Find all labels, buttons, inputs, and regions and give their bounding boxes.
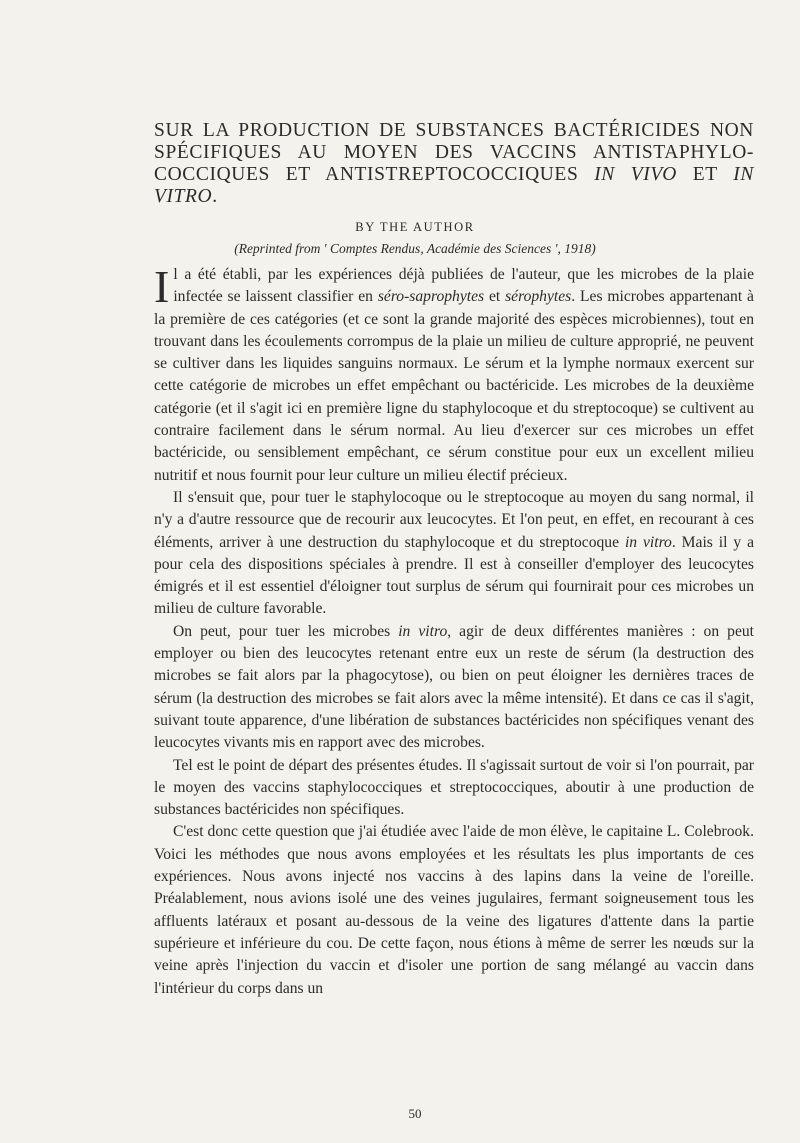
page-number: 50: [408, 1106, 422, 1121]
article-body: [154, 261, 754, 1000]
author-byline: BY THE AUTHOR: [355, 220, 475, 234]
title-italic-in-vitro: IN VITRO: [154, 164, 754, 207]
drop-cap: I: [154, 261, 170, 312]
paragraph-1-text-b: et: [484, 288, 506, 306]
title-line-3: COCCIQUES ET ANTISTREPTOCOCCIQUES: [154, 164, 595, 185]
title-period: .: [212, 186, 218, 207]
title-line-1: SUR LA PRODUCTION DE SUBSTANCES BACTÉRICIDES NON: [154, 120, 754, 141]
paragraph-3: [154, 621, 754, 755]
reprint-source: (Reprinted from ' Comptes Rendus, Académie des Sciences ', 1918): [234, 241, 596, 256]
paragraph-2-text-a: Il s'ensuit que, pour tuer le staphylocoque ou le streptocoque au moyen du sang normal, il n'y a d'autre ressource que de recourir aux leucocytes. Et l'on peut, en effet, en recourant à ces éléments, arriver à une destruction du staphylocoque et du streptocoque: [154, 488, 754, 551]
term-sero-saprophytes: séro-saprophytes: [377, 288, 485, 306]
paragraph-1-text-c: . Les microbes appartenant à la première de ces catégories (et ce sont la grande majorité des espèces microbiennes), tout en trouvant dans les écoulements corrompus de la plaie un milieu de culture approprié, ne peuvent se cultiver dans les liquides sanguins normaux. Le sérum et la lymphe normaux exercent sur cette catégorie de microbes un effet empêchant ou bactéricide. Les microbes de la deuxième catégorie (et il s'agit ici en première ligne du staphylocoque et du streptocoque) se cultivent au contraire facilement dans le sérum normal. Au lieu d'exercer sur ces microbes un effet bactéricide, ou sensiblement empêchant, ce sérum constitue pour eux un excellent milieu nutritif et nous fournit pour leur culture un milieu électif précieux.: [154, 288, 754, 484]
term-in-vitro: in vitro: [398, 622, 448, 640]
paragraph-3-text-b: , agir de deux différentes manières : on peut employer ou bien des leucocytes retenant entre eux un reste de sérum (la destruction des microbes se fait alors par la phagocytose), ou bien on peut éloigner les dernières traces de sérum (la destruction des microbes se fait alors avec la même intensité). Et dans ce cas il s'agit, suivant toute apparence, d'une libération de substances bactéricides non spécifiques venant des leucocytes vivants mis en rapport avec des microbes.: [154, 622, 754, 752]
paragraph-4: Tel est le point de départ des présentes études. Il s'agissait surtout de voir si l'on pourrait, par le moyen des vaccins staphylococciques et streptococciques, aboutir à une production de substances bactéricides non spécifiques.: [154, 756, 754, 819]
paragraph-1: [154, 261, 754, 487]
paragraph-2-text-b: . Mais il y a pour cela des dispositions spéciales à prendre. Il est à conseiller d'employer des leucocytes émigrés et il est essentiel d'éloigner tout surplus de sérum qui fournirait pour ces microbes un milieu de culture favorable.: [154, 533, 754, 618]
title-line-2: SPÉCIFIQUES AU MOYEN DES VACCINS ANTISTAPHYLO-: [154, 142, 754, 163]
title-italic-in-vivo: IN VIVO: [594, 164, 677, 185]
paragraph-1-text-a: l a été établi, par les expériences déjà publiées de l'auteur, que les microbes de la plaie infectée se laissent classifier en: [173, 266, 754, 306]
paragraph-3-text-a: On peut, pour tuer les microbes: [173, 622, 399, 640]
term-serophytes: sérophytes: [505, 288, 572, 306]
paragraph-2: [154, 487, 754, 621]
article-title: [154, 120, 754, 208]
term-in-vitro: in vitro: [624, 533, 672, 551]
paragraph-5: C'est donc cette question que j'ai étudiée avec l'aide de mon élève, le capitaine L. Colebrook. Voici les méthodes que nous avons employées et les résultats les plus importants de ces expériences. Nous avons injecté nos vaccins à des lapins dans la veine de l'oreille. Préalablement, nous avions isolé une des veines jugulaires, fermant soigneusement tous les affluents latéraux et posant au-dessous de la veine des ligatures d'attente dans la partie supérieure et inférieure du cou. De cette façon, nous étions à même de serrer les nœuds sur la veine après l'injection du vaccin et d'isoler une portion de sang mélangé au vaccin dans l'intérieur du corps dans un: [154, 823, 754, 997]
title-conjunction: ET: [676, 164, 718, 185]
